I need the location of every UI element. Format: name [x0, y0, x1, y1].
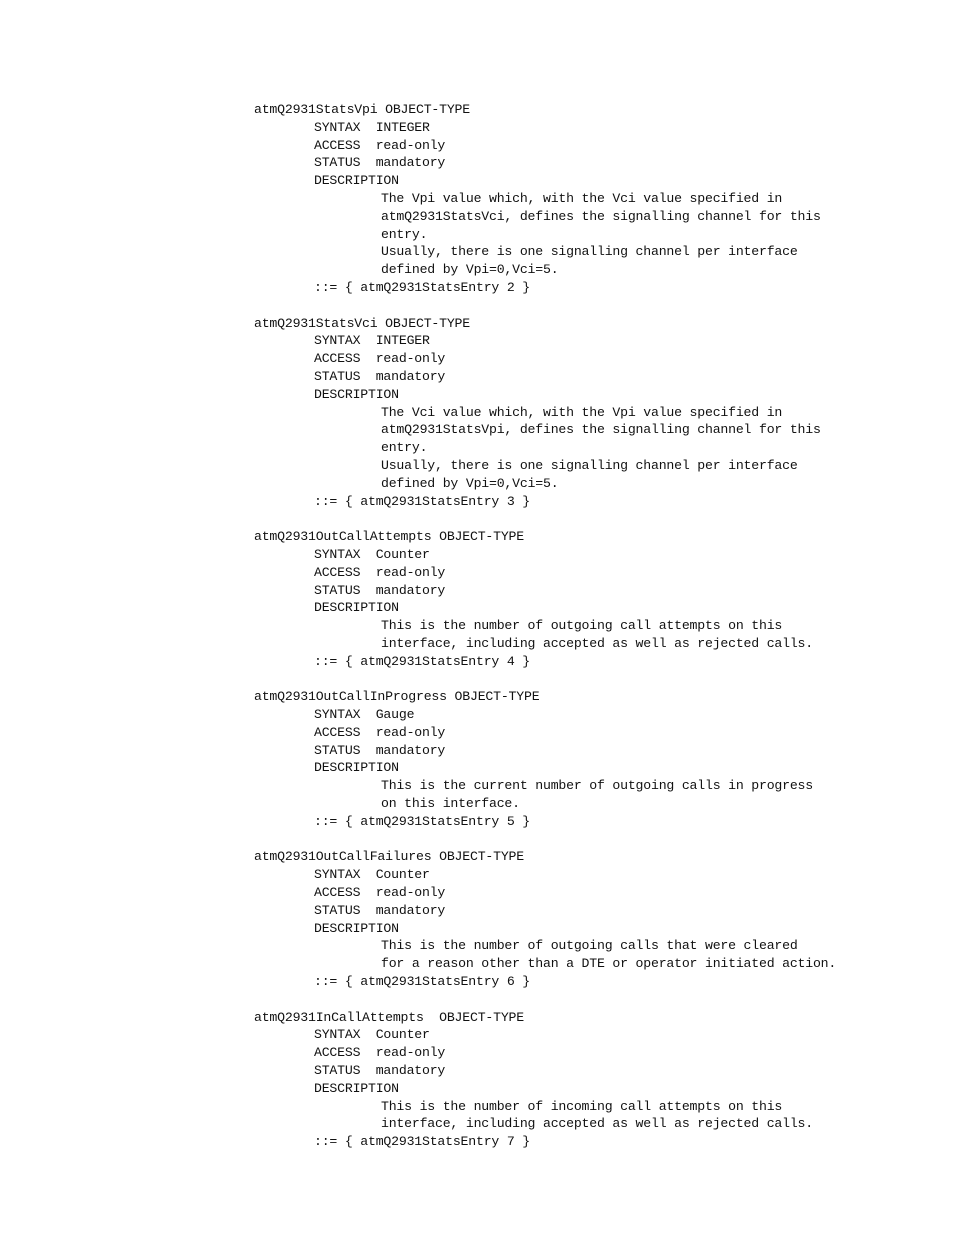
- access-line: ACCESS read-only: [314, 564, 446, 580]
- object-definition-out-call-attempts: [254, 528, 934, 670]
- oid-assignment: ::= { atmQ2931StatsEntry 7 }: [314, 1134, 530, 1150]
- syntax-line: SYNTAX INTEGER: [314, 119, 430, 135]
- oid-assignment: ::= { atmQ2931StatsEntry 4 }: [314, 653, 530, 669]
- status-line: STATUS mandatory: [314, 582, 446, 598]
- oid-assignment: ::= { atmQ2931StatsEntry 3 }: [314, 493, 530, 509]
- object-header: atmQ2931StatsVci OBJECT-TYPE: [254, 315, 470, 331]
- description-line: for a reason other than a DTE or operator initiated action.: [381, 956, 837, 972]
- description-label: DESCRIPTION: [314, 173, 399, 189]
- description-line: Usually, there is one signalling channel per interface: [381, 457, 798, 473]
- syntax-line: SYNTAX Gauge: [314, 707, 415, 723]
- access-line: ACCESS read-only: [314, 724, 446, 740]
- description-label: DESCRIPTION: [314, 920, 399, 936]
- description-line: interface, including accepted as well as rejected calls.: [381, 1116, 813, 1132]
- description-line: defined by Vpi=0,Vci=5.: [381, 262, 559, 278]
- object-definition-stats-vci: [254, 315, 934, 511]
- object-header: atmQ2931InCallAttempts OBJECT-TYPE: [254, 1009, 524, 1025]
- oid-assignment: ::= { atmQ2931StatsEntry 5 }: [314, 813, 530, 829]
- description-label: DESCRIPTION: [314, 760, 399, 776]
- description-label: DESCRIPTION: [314, 386, 399, 402]
- status-line: STATUS mandatory: [314, 155, 446, 171]
- description-line: entry.: [381, 226, 428, 242]
- status-line: STATUS mandatory: [314, 1063, 446, 1079]
- status-line: STATUS mandatory: [314, 902, 446, 918]
- description-line: interface, including accepted as well as rejected calls.: [381, 635, 813, 651]
- syntax-line: SYNTAX Counter: [314, 1027, 430, 1043]
- description-label: DESCRIPTION: [314, 1080, 399, 1096]
- object-header: atmQ2931OutCallInProgress OBJECT-TYPE: [254, 689, 540, 705]
- access-line: ACCESS read-only: [314, 1045, 446, 1061]
- description-line: defined by Vpi=0,Vci=5.: [381, 475, 559, 491]
- description-line: atmQ2931StatsVpi, defines the signalling channel for this: [381, 422, 821, 438]
- object-definition-in-call-attempts: [254, 1009, 934, 1151]
- object-definition-out-call-failures: [254, 848, 934, 990]
- description-label: DESCRIPTION: [314, 600, 399, 616]
- syntax-line: SYNTAX INTEGER: [314, 333, 430, 349]
- access-line: ACCESS read-only: [314, 137, 446, 153]
- description-line: This is the number of incoming call attempts on this: [381, 1098, 783, 1114]
- description-line: The Vci value which, with the Vpi value specified in: [381, 404, 783, 420]
- description-line: atmQ2931StatsVci, defines the signalling channel for this: [381, 208, 821, 224]
- syntax-line: SYNTAX Counter: [314, 546, 430, 562]
- description-line: on this interface.: [381, 796, 520, 812]
- access-line: ACCESS read-only: [314, 885, 446, 901]
- access-line: ACCESS read-only: [314, 351, 446, 367]
- object-definition-out-call-in-progress: [254, 688, 934, 830]
- description-line: entry.: [381, 440, 428, 456]
- mib-document: [254, 101, 934, 1169]
- description-line: This is the current number of outgoing calls in progress: [381, 778, 813, 794]
- status-line: STATUS mandatory: [314, 742, 446, 758]
- description-line: This is the number of outgoing calls that were cleared: [381, 938, 798, 954]
- description-line: This is the number of outgoing call attempts on this: [381, 618, 783, 634]
- object-header: atmQ2931OutCallAttempts OBJECT-TYPE: [254, 529, 524, 545]
- object-header: atmQ2931OutCallFailures OBJECT-TYPE: [254, 849, 524, 865]
- syntax-line: SYNTAX Counter: [314, 867, 430, 883]
- description-line: Usually, there is one signalling channel per interface: [381, 244, 798, 260]
- object-definition-stats-vpi: [254, 101, 934, 297]
- object-header: atmQ2931StatsVpi OBJECT-TYPE: [254, 102, 470, 117]
- oid-assignment: ::= { atmQ2931StatsEntry 2 }: [314, 279, 530, 295]
- description-line: The Vpi value which, with the Vci value specified in: [381, 190, 783, 206]
- oid-assignment: ::= { atmQ2931StatsEntry 6 }: [314, 974, 530, 990]
- status-line: STATUS mandatory: [314, 368, 446, 384]
